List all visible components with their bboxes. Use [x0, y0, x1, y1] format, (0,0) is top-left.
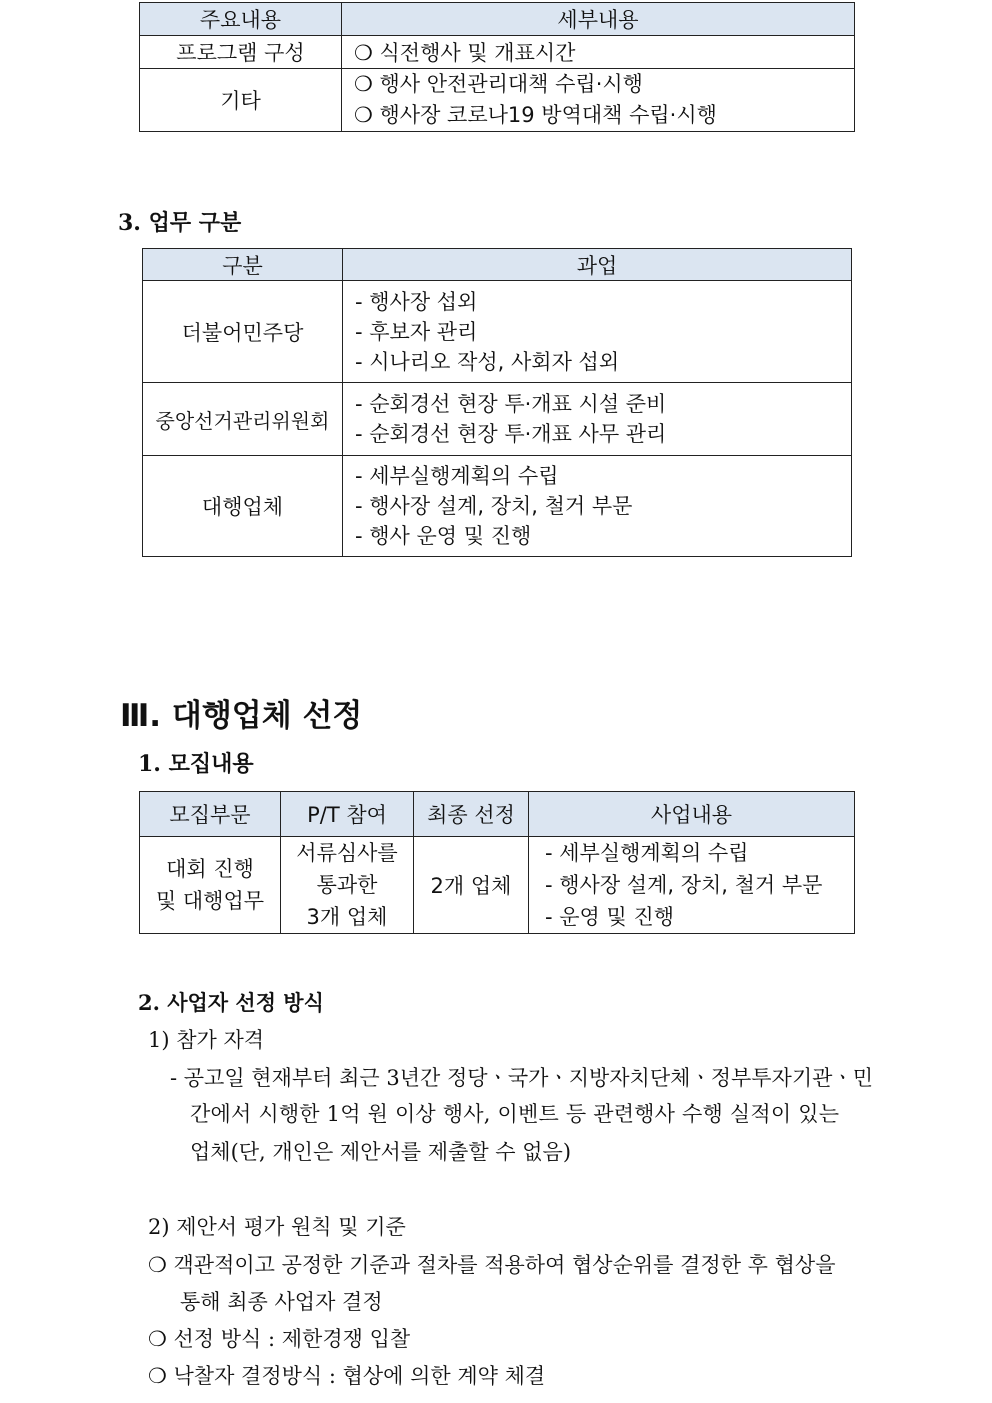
- evaluation-item: ❍ 낙찰자 결정방식 : 협상에 의한 계약 체결: [148, 1364, 546, 1388]
- pt-line: 서류심사를: [296, 841, 398, 865]
- evaluation-item: ❍ 선정 방식 : 제한경쟁 입찰: [148, 1327, 411, 1351]
- task-item: - 후보자 관리: [355, 319, 478, 344]
- detail-item: ❍ 행사 안전관리대책 수립·시행: [354, 72, 643, 96]
- row-label: 기타: [140, 69, 342, 132]
- qualification-line: [170, 1062, 874, 1092]
- final-selection: 2개 업체: [414, 837, 529, 934]
- qualification-line: 간에서 시행한 1억 원 이상 행사, 이벤트 등 관련행사 수행 실적이 있는: [190, 1102, 840, 1126]
- qualification-text: - 공고일 현재부터 최근 3년간 정당ㆍ국가ㆍ지방자치단체ㆍ정부투자기관ㆍ민: [170, 1066, 873, 1090]
- task-item: - 행사 운영 및 진행: [355, 524, 532, 548]
- task-item: - 시나리오 작성, 사회자 섭외: [355, 349, 620, 374]
- header-recruit-field: 모집부문: [140, 792, 281, 837]
- header-business: 사업내용: [529, 792, 855, 837]
- chapter-heading: Ⅲ. 대행업체 선정: [120, 698, 363, 734]
- header-detail-content: 세부내용: [342, 3, 855, 36]
- pt-line: 통과한: [316, 873, 378, 897]
- evaluation-heading: 2) 제안서 평가 원칙 및 기준: [148, 1215, 406, 1239]
- qualification-line: 업체(단, 개인은 제안서를 제출할 수 없음): [190, 1140, 572, 1164]
- business-item: - 운영 및 진행: [545, 905, 675, 929]
- task-item: - 세부실행계획의 수립: [355, 464, 559, 488]
- header-main-content: 주요내용: [140, 3, 342, 36]
- task-division-table: [142, 248, 852, 557]
- evaluation-item: 통해 최종 사업자 결정: [180, 1290, 383, 1314]
- task-item: - 행사장 섭외: [355, 289, 478, 314]
- header-pt: P/T 참여: [281, 792, 414, 837]
- task-item: - 순회경선 현장 투·개표 사무 관리: [355, 422, 667, 446]
- pt-line: 3개 업체: [306, 905, 388, 929]
- header-task: 과업: [343, 249, 852, 281]
- section-3-heading: 3. 업무 구분: [118, 210, 242, 236]
- detail-item: ❍ 행사장 코로나19 방역대책 수립·시행: [354, 103, 717, 127]
- subsection-2-heading: 2. 사업자 선정 방식: [138, 990, 324, 1015]
- row-label: 프로그램 구성: [140, 36, 342, 69]
- business-item: - 세부실행계획의 수립: [545, 841, 749, 865]
- program-table: [139, 2, 855, 132]
- business-item: - 행사장 설계, 장치, 철거 부문: [545, 873, 823, 897]
- evaluation-item: ❍ 객관적이고 공정한 기준과 절차를 적용하여 협상순위를 결정한 후 협상을: [148, 1253, 836, 1277]
- row-label: 대행업체: [143, 456, 343, 557]
- row-label: 더불어민주당: [143, 281, 343, 383]
- subsection-1-heading: 1. 모집내용: [138, 751, 254, 777]
- qualification-heading: 1) 참가 자격: [148, 1028, 265, 1052]
- field-line: 대회 진행: [166, 857, 254, 881]
- header-category: 구분: [143, 249, 343, 281]
- row-label: 중앙선거관리위원회: [143, 383, 343, 456]
- detail-item: ❍ 식전행사 및 개표시간: [354, 41, 576, 65]
- field-line: 및 대행업무: [155, 889, 265, 913]
- recruitment-table: [139, 791, 855, 934]
- task-item: - 행사장 설계, 장치, 철거 부문: [355, 494, 633, 518]
- task-item: - 순회경선 현장 투·개표 시설 준비: [355, 392, 667, 416]
- header-final: 최종 선정: [414, 792, 529, 837]
